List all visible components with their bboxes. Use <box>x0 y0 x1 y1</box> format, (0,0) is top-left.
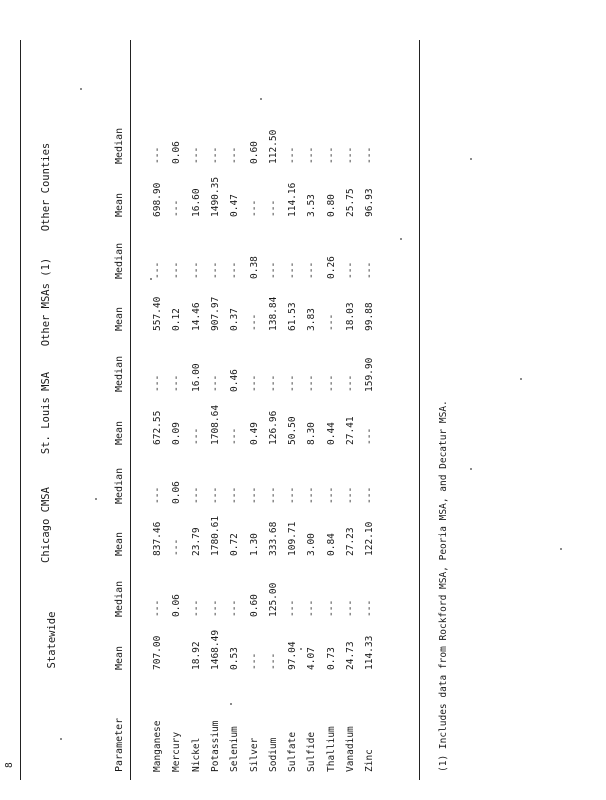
table-cell: 0.06 <box>171 141 183 164</box>
table-cell: --- <box>209 486 221 504</box>
table-cell: --- <box>325 599 337 617</box>
median-header: Median <box>114 127 125 164</box>
table-cell: 23.79 <box>190 527 202 556</box>
table-cell: 50.50 <box>287 416 299 445</box>
table-cell: 1780.61 <box>209 515 221 556</box>
table-cell: --- <box>248 374 260 392</box>
table-cell: 3.53 <box>306 194 318 217</box>
table-cell: 159.90 <box>364 357 376 392</box>
table-cell: 96.93 <box>364 188 376 217</box>
scan-speck <box>560 548 562 550</box>
table-cell: 907.97 <box>209 296 221 331</box>
table-cell: 97.04 <box>287 641 299 670</box>
mean-header: Mean <box>114 192 125 217</box>
scan-speck <box>95 498 97 500</box>
table-cell: 698.90 <box>152 182 163 217</box>
table-cell: 18.92 <box>190 641 202 670</box>
table-cell: --- <box>248 199 260 217</box>
table-cell: --- <box>345 486 356 504</box>
table-cell: 0.84 <box>325 533 337 556</box>
table-cell: --- <box>229 599 241 617</box>
table-cell: --- <box>248 486 260 504</box>
table-cell: --- <box>229 146 241 164</box>
table-cell: 25.75 <box>345 188 356 217</box>
table-cell: --- <box>287 486 299 504</box>
row-parameter: Sulfate <box>287 731 299 772</box>
table-cell: 672.55 <box>152 410 163 445</box>
table-cell: 1708.64 <box>209 404 221 445</box>
scan-speck <box>60 738 62 740</box>
mean-header: Mean <box>114 645 125 670</box>
group-title: Statewide <box>46 611 58 669</box>
table-cell: --- <box>325 146 337 164</box>
table-cell: --- <box>248 313 260 331</box>
table-cell: --- <box>152 261 163 279</box>
table-cell: --- <box>325 374 337 392</box>
group-title: Chicago CMSA <box>40 487 52 563</box>
table-cell: --- <box>209 599 221 617</box>
page-margin-number: 8 <box>4 762 15 768</box>
table-cell: 27.23 <box>345 527 356 556</box>
table-cell: --- <box>209 146 221 164</box>
table-cell: --- <box>345 599 356 617</box>
table-cell: 0.53 <box>229 647 241 670</box>
table-cell: --- <box>306 374 318 392</box>
table-cell: --- <box>229 261 241 279</box>
table-cell: --- <box>287 374 299 392</box>
table-cell: 1490.35 <box>209 176 221 217</box>
table-cell: --- <box>345 374 356 392</box>
row-parameter: Thallium <box>325 726 337 772</box>
group-title: Other Counties <box>40 142 52 232</box>
row-parameter: Zinc <box>364 749 376 772</box>
table-cell: --- <box>364 427 376 445</box>
table-cell: 0.26 <box>325 256 337 279</box>
table-cell: --- <box>229 486 241 504</box>
table-rule <box>130 40 131 780</box>
table-cell: 99.88 <box>364 302 376 331</box>
table-cell: 0.80 <box>325 194 337 217</box>
table-cell: --- <box>364 599 376 617</box>
table-rule <box>419 40 420 780</box>
mean-header: Mean <box>114 420 125 445</box>
table-cell: 0.09 <box>171 422 183 445</box>
table-cell: 0.37 <box>229 308 241 331</box>
table-cell: 61.53 <box>287 302 299 331</box>
table-cell: 18.03 <box>345 302 356 331</box>
table-cell: --- <box>345 146 356 164</box>
table-cell: --- <box>287 599 299 617</box>
table-cell: 125.00 <box>267 582 279 617</box>
table-cell: 4.07 <box>306 647 318 670</box>
row-parameter: Potassium <box>209 720 221 772</box>
table-cell: 0.60 <box>248 141 260 164</box>
table-cell: --- <box>267 486 279 504</box>
table-cell: 0.72 <box>229 533 241 556</box>
table-cell: 16.00 <box>190 363 202 392</box>
table-cell: 333.68 <box>267 521 279 556</box>
table-cell: 14.46 <box>190 302 202 331</box>
scan-speck <box>520 378 522 380</box>
table-cell: --- <box>190 146 202 164</box>
row-parameter: Sulfide <box>306 731 318 772</box>
table-cell: --- <box>267 652 279 670</box>
table-cell: --- <box>364 486 376 504</box>
table-cell: --- <box>209 374 221 392</box>
table-cell: 0.60 <box>248 594 260 617</box>
table-cell: --- <box>152 374 163 392</box>
table-cell: --- <box>248 652 260 670</box>
group-title: St. Louis MSA <box>40 371 52 455</box>
table-cell: --- <box>267 374 279 392</box>
table-cell: 0.38 <box>248 256 260 279</box>
row-parameter: Manganese <box>152 720 163 772</box>
table-cell: --- <box>190 486 202 504</box>
group-title: Other MSAs (1) <box>40 257 52 347</box>
row-parameter: Silver <box>248 737 260 772</box>
table-cell: --- <box>325 313 337 331</box>
scan-speck <box>80 88 82 90</box>
table-cell: 707.00 <box>152 635 163 670</box>
table-cell: 0.44 <box>325 422 337 445</box>
table-cell: --- <box>306 599 318 617</box>
table-cell: 0.49 <box>248 422 260 445</box>
table-cell: 0.06 <box>171 481 183 504</box>
mean-header: Mean <box>114 531 125 556</box>
table-cell: 8.30 <box>306 422 318 445</box>
table-cell: --- <box>190 261 202 279</box>
table-cell: 126.96 <box>267 410 279 445</box>
row-parameter: Nickel <box>190 737 202 772</box>
table-cell: 0.73 <box>325 647 337 670</box>
table-cell: 0.06 <box>171 594 183 617</box>
table-cell: 837.46 <box>152 521 163 556</box>
table-cell: 114.16 <box>287 182 299 217</box>
table-cell: --- <box>306 261 318 279</box>
table-cell: 109.71 <box>287 521 299 556</box>
table-cell: 122.10 <box>364 521 376 556</box>
table-cell: --- <box>364 146 376 164</box>
row-parameter: Vanadium <box>345 726 356 772</box>
scan-speck <box>300 648 302 650</box>
footnote: (1) Includes data from Rockford MSA, Peoria MSA, and Decatur MSA. <box>438 400 449 772</box>
table-cell: --- <box>364 261 376 279</box>
table-cell: 27.41 <box>345 416 356 445</box>
table-cell: --- <box>152 146 163 164</box>
table-cell: --- <box>171 538 183 556</box>
table-cell: --- <box>171 261 183 279</box>
parameter-header: Parameter <box>114 717 125 772</box>
table-cell: --- <box>267 261 279 279</box>
median-header: Median <box>114 242 125 279</box>
table-rule <box>20 40 21 780</box>
table-cell: --- <box>190 599 202 617</box>
table-cell: 24.73 <box>345 641 356 670</box>
scan-speck <box>470 158 472 160</box>
table-cell: 138.84 <box>267 296 279 331</box>
table-cell: --- <box>287 261 299 279</box>
table-cell: --- <box>267 199 279 217</box>
table-cell: --- <box>171 199 183 217</box>
table-cell: --- <box>209 261 221 279</box>
median-header: Median <box>114 467 125 504</box>
table-cell: --- <box>345 261 356 279</box>
table-cell: --- <box>306 486 318 504</box>
table-cell: --- <box>306 146 318 164</box>
scan-speck <box>400 238 402 240</box>
table-cell: 3.00 <box>306 533 318 556</box>
table-cell: --- <box>152 486 163 504</box>
table-cell: 0.46 <box>229 369 241 392</box>
table-cell: 16.60 <box>190 188 202 217</box>
row-parameter: Selenium <box>229 726 241 772</box>
table-cell: --- <box>152 599 163 617</box>
median-header: Median <box>114 580 125 617</box>
row-parameter: Mercury <box>171 731 183 772</box>
mean-header: Mean <box>114 306 125 331</box>
table-cell: 114.33 <box>364 635 376 670</box>
table-cell: 0.12 <box>171 308 183 331</box>
table-cell: 112.50 <box>267 129 279 164</box>
table-cell: --- <box>171 374 183 392</box>
scan-speck <box>470 468 472 470</box>
row-parameter: Sodium <box>267 737 279 772</box>
table-cell: --- <box>325 486 337 504</box>
table-cell: 557.40 <box>152 296 163 331</box>
table-cell: 1468.49 <box>209 629 221 670</box>
table-cell: 0.47 <box>229 194 241 217</box>
table-cell: --- <box>287 146 299 164</box>
table-cell: --- <box>190 427 202 445</box>
table-cell: 1.30 <box>248 533 260 556</box>
table-cell: 3.83 <box>306 308 318 331</box>
scan-speck <box>230 703 232 705</box>
table-cell: --- <box>229 427 241 445</box>
scan-speck <box>150 278 152 280</box>
scan-speck <box>260 98 262 100</box>
median-header: Median <box>114 355 125 392</box>
